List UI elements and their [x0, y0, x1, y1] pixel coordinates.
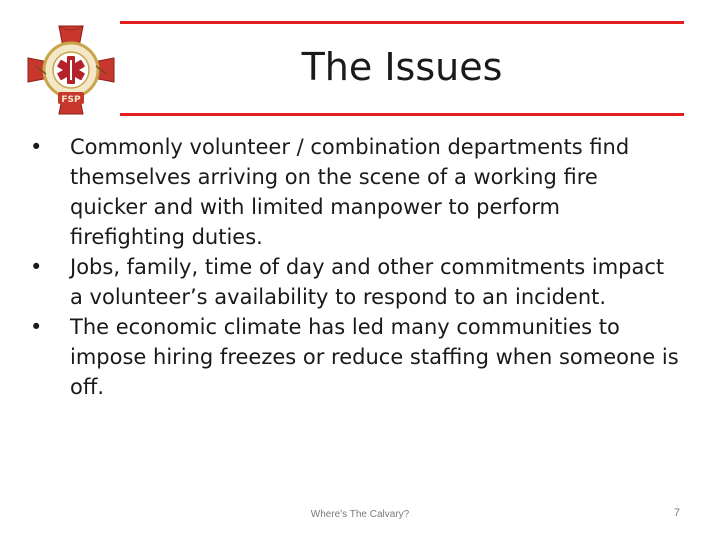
- title-top-rule: [120, 21, 684, 24]
- bullet-marker: •: [30, 135, 43, 159]
- slide-footer: Where's The Calvary?: [310, 509, 410, 520]
- bullet-text: Commonly volunteer / combination departments find themselves arriving on the scene of a working fire quicker and with limited manpower to perform firefighting duties.: [70, 135, 630, 249]
- bullet-item: [30, 252, 680, 312]
- bullet-marker: •: [30, 255, 43, 279]
- logo-badge-text: FSP: [61, 95, 81, 105]
- bullet-text: The economic climate has led many communities to impose hiring freezes or reduce staffing when someone is off.: [70, 315, 679, 399]
- firefighter-logo: [26, 22, 116, 118]
- page-number: 7: [673, 507, 680, 519]
- bullet-text: Jobs, family, time of day and other commitments impact a volunteer’s availability to respond to an incident.: [70, 255, 665, 309]
- bullet-marker: •: [30, 315, 43, 339]
- maltese-cross-icon: [26, 22, 116, 118]
- slide-title: The Issues: [301, 45, 503, 89]
- bullet-item: [30, 132, 680, 252]
- bullet-list: [30, 132, 680, 402]
- title-bottom-rule: [120, 113, 684, 116]
- bullet-item: [30, 312, 680, 402]
